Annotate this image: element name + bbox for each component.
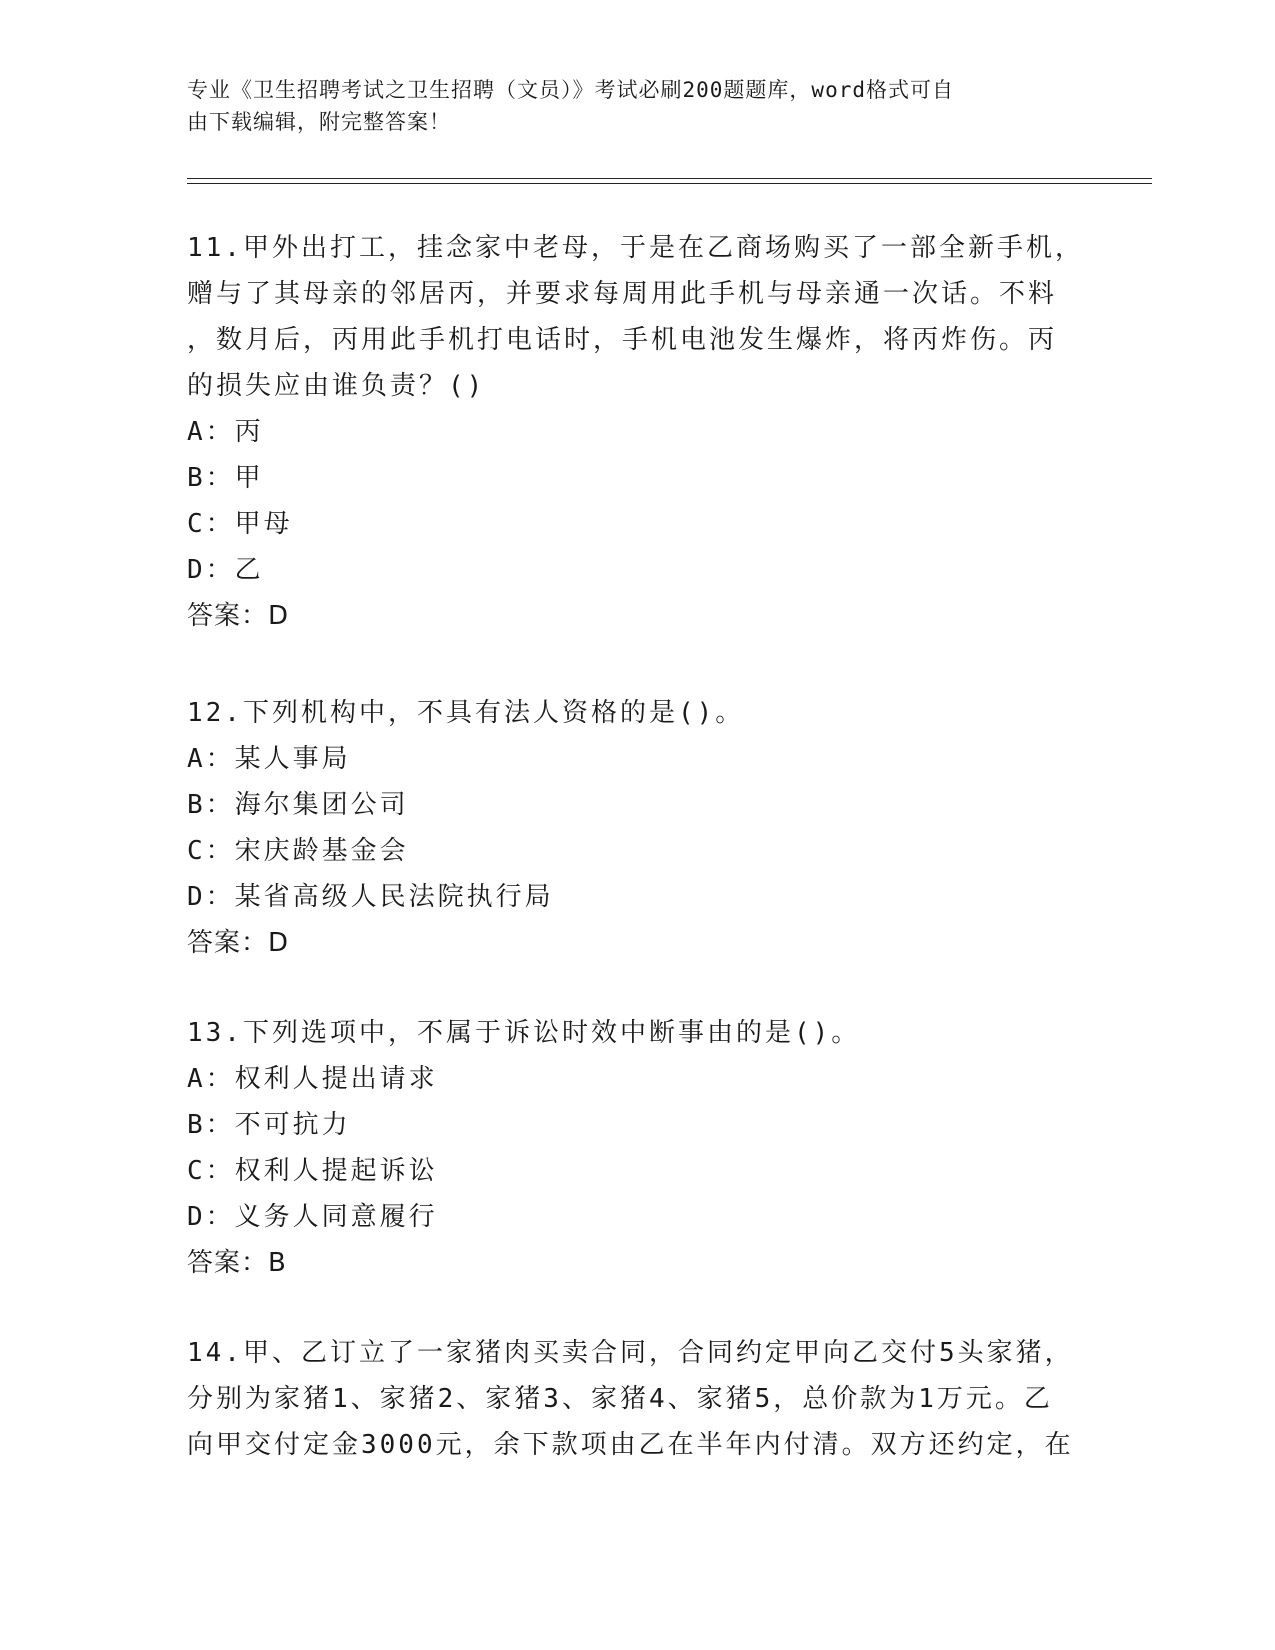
header-divider-bottom — [187, 183, 1152, 184]
option-c: C：甲母 — [187, 509, 293, 539]
question-text-line: 11.甲外出打工，挂念家中老母，于是在乙商场购买了一部全新手机， — [187, 233, 1084, 263]
option-d: D：义务人同意履行 — [187, 1202, 438, 1232]
document-header — [187, 74, 1067, 138]
question-11 — [187, 225, 1087, 639]
answer-label: 答案：D — [187, 601, 290, 631]
question-text-line: 赠与了其母亲的邻居丙，并要求每周用此手机与母亲通一次话。不料 — [187, 279, 1058, 309]
question-12 — [187, 690, 1087, 966]
option-a: A：某人事局 — [187, 744, 351, 774]
question-13 — [187, 1010, 1087, 1286]
question-text-line: 14.甲、乙订立了一家猪肉买卖合同，合同约定甲向乙交付5头家猪， — [187, 1338, 1074, 1368]
option-d: D：乙 — [187, 555, 264, 585]
question-text-line: ，数月后，丙用此手机打电话时，手机电池发生爆炸，将丙炸伤。丙 — [187, 325, 1058, 355]
option-b: B：甲 — [187, 463, 264, 493]
option-b: B：海尔集团公司 — [187, 790, 409, 820]
option-c: C：权利人提起诉讼 — [187, 1156, 438, 1186]
option-d: D：某省高级人民法院执行局 — [187, 882, 554, 912]
header-line-2: 由下载编辑，附完整答案！ — [187, 110, 451, 134]
question-text-line: 的损失应由谁负责？() — [187, 371, 486, 401]
option-a: A：丙 — [187, 417, 264, 447]
question-text-line: 12.下列机构中，不具有法人资格的是()。 — [187, 698, 745, 728]
answer-label: 答案：D — [187, 928, 290, 958]
answer-label: 答案：B — [187, 1248, 287, 1278]
option-b: B：不可抗力 — [187, 1110, 351, 1140]
question-text-line: 分别为家猪1、家猪2、家猪3、家猪4、家猪5，总价款为1万元。乙 — [187, 1384, 1053, 1414]
header-line-1: 专业《卫生招聘考试之卫生招聘（文员）》考试必刷200题题库，word格式可自 — [187, 78, 954, 102]
question-14 — [187, 1330, 1087, 1468]
option-c: C：宋庆龄基金会 — [187, 836, 409, 866]
option-a: A：权利人提出请求 — [187, 1064, 438, 1094]
header-divider-top — [187, 178, 1152, 179]
question-text-line: 13.下列选项中，不属于诉讼时效中断事由的是()。 — [187, 1018, 861, 1048]
question-text-line: 向甲交付定金3000元，余下款项由乙在半年内付清。双方还约定，在 — [187, 1430, 1074, 1460]
